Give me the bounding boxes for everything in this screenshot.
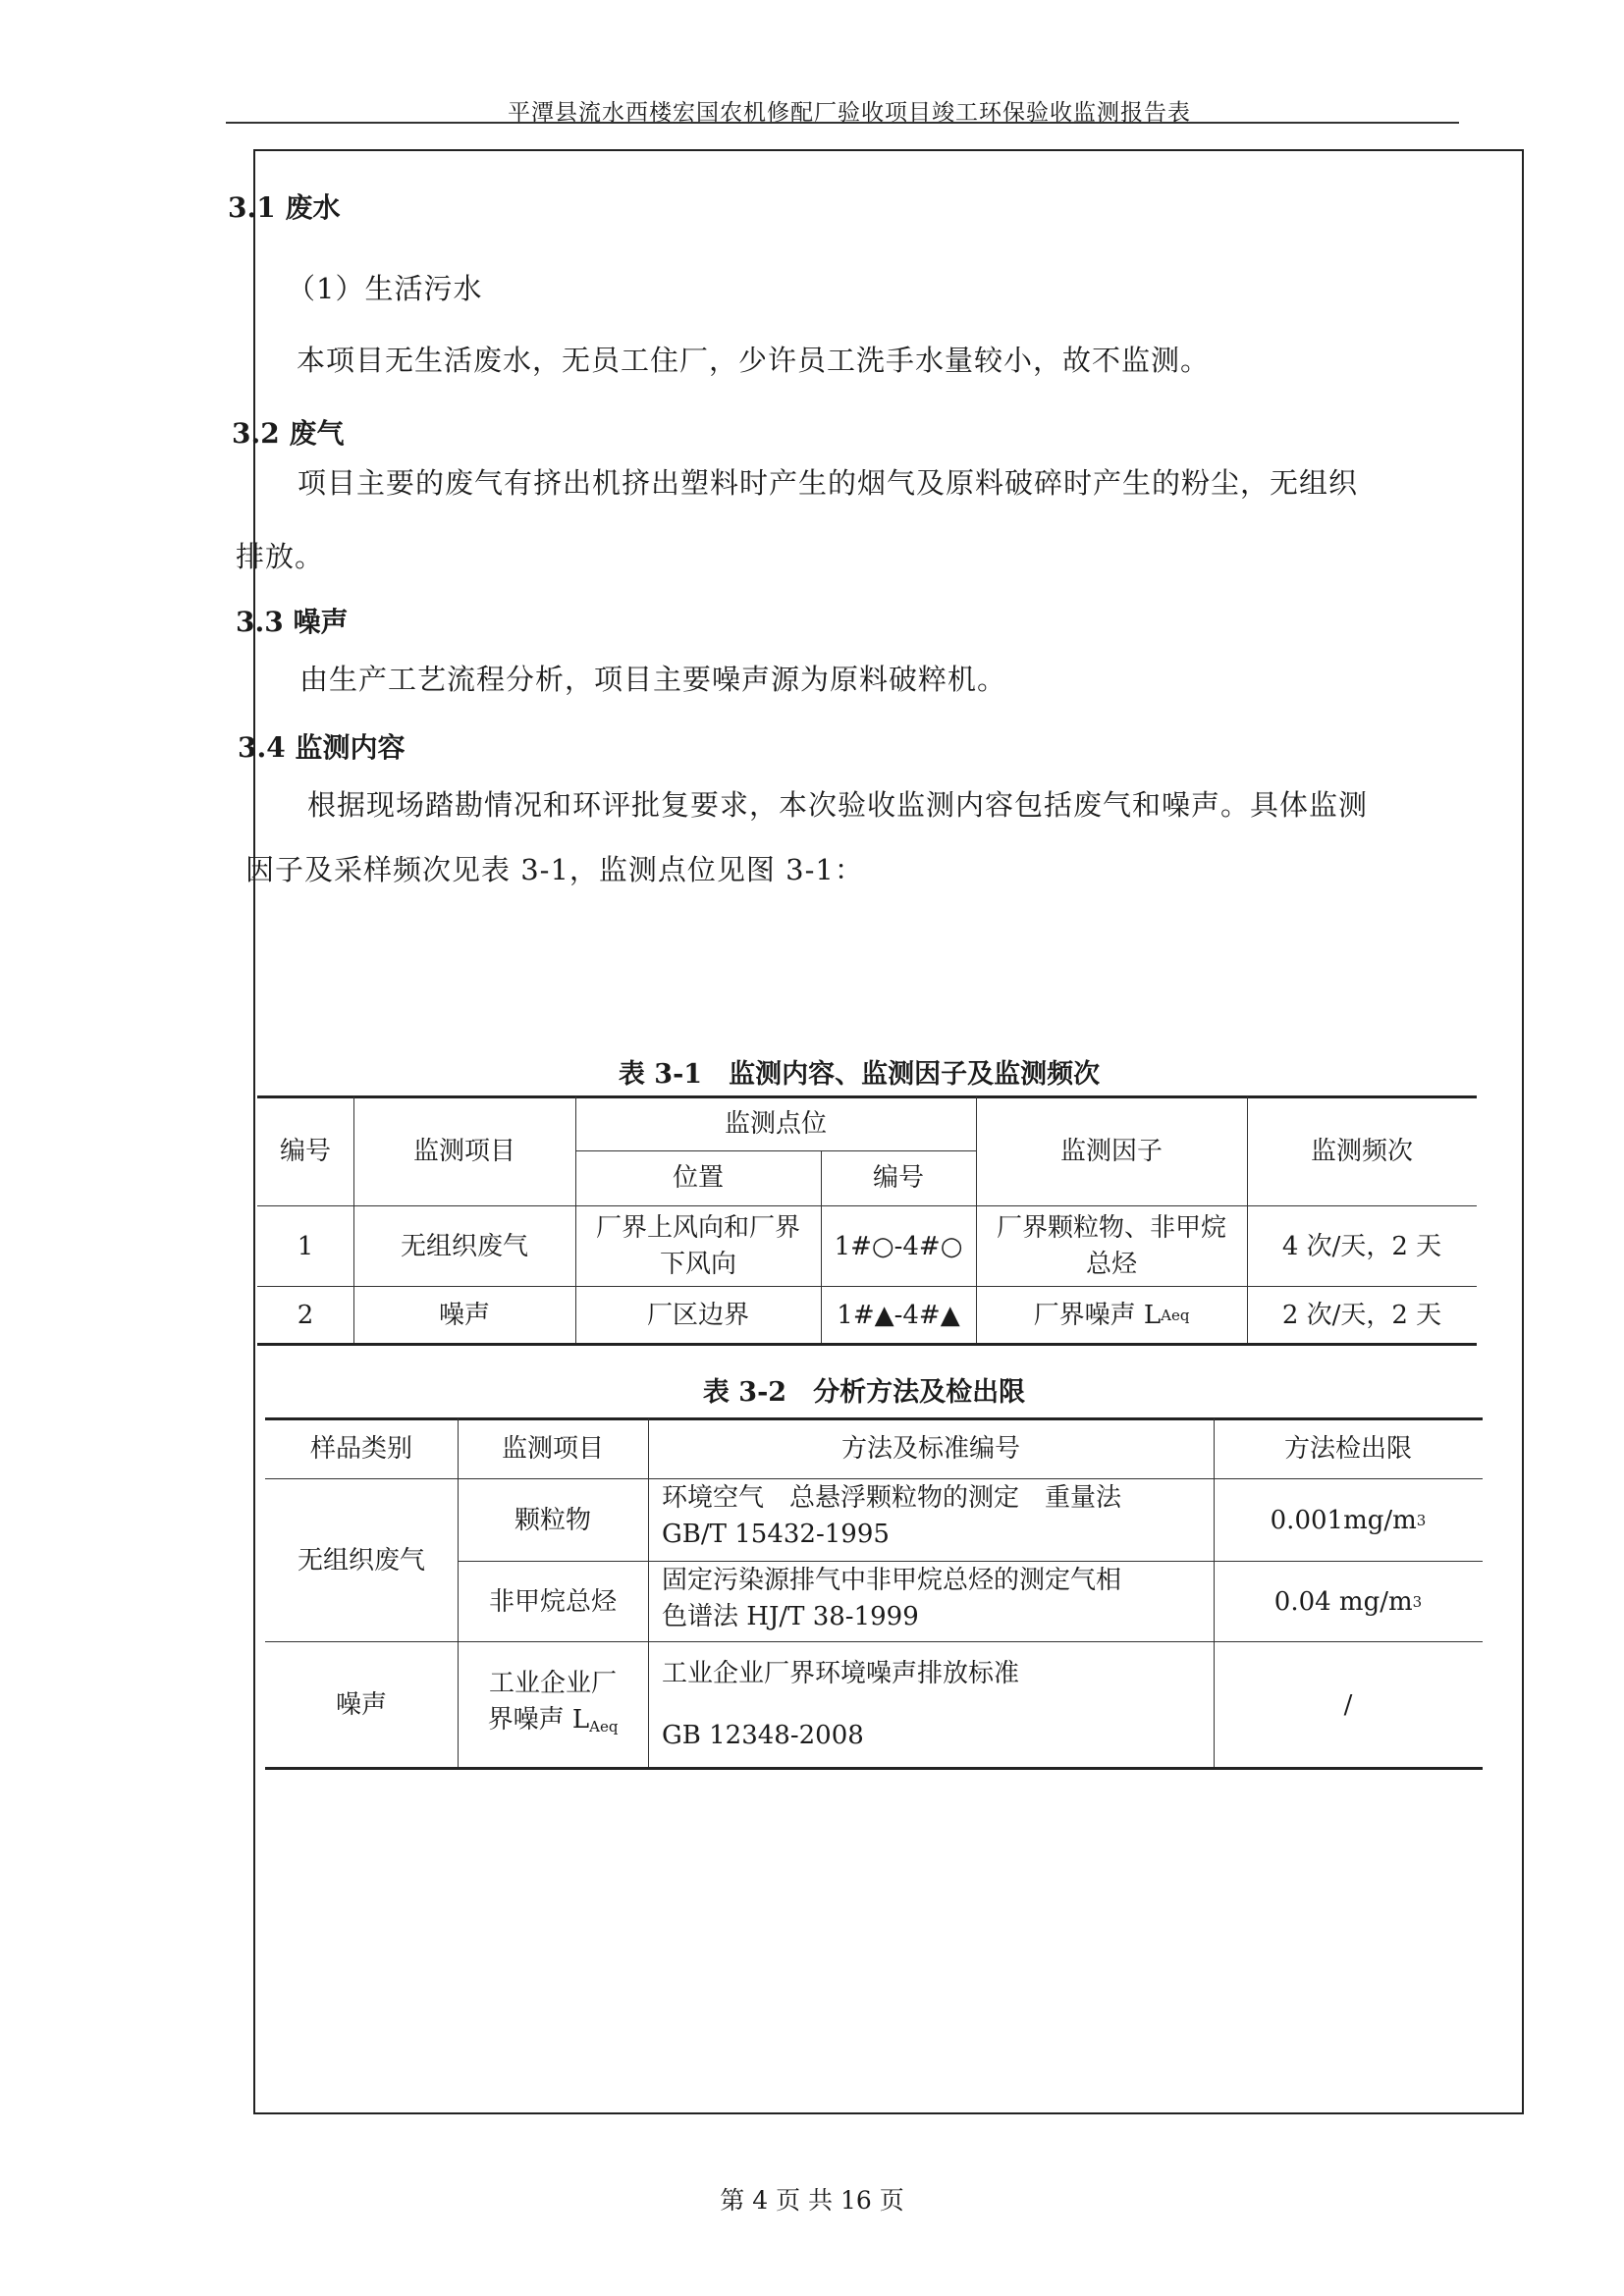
paragraph-3-4-line2: 因子及采样频次见表 3-1，监测点位见图 3-1： <box>245 853 864 886</box>
table-3-2-type-fugitive-gas: 无组织废气 <box>297 1545 425 1575</box>
paragraph-3-1: 本项目无生活废水，无员工住厂，少许员工洗手水量较小，故不监测。 <box>297 344 1211 377</box>
table-3-1-row2-position: 厂区边界 <box>646 1300 749 1330</box>
table-3-1-row1-frequency: 4 次/天，2 天 <box>1281 1231 1442 1261</box>
table-3-1-row1-no: 1 <box>297 1231 314 1261</box>
table-3-1-header-factor: 监测因子 <box>1059 1136 1163 1166</box>
table-3-1-caption: 表 3-1 监测内容、监测因子及监测频次 <box>618 1059 1101 1090</box>
paragraph-3-2-line1: 项目主要的废气有挤出机挤出塑料时产生的烟气及原料破碎时产生的粉尘，无组织 <box>298 466 1359 500</box>
heading-3-1: 3.1 废水 <box>228 191 341 224</box>
table-3-1-row2-no: 2 <box>297 1300 314 1330</box>
table-3-1-header-frequency: 监测频次 <box>1310 1136 1413 1166</box>
table-3-1-row2-frequency: 2 次/天，2 天 <box>1281 1300 1442 1330</box>
page-footer: 第 4 页 共 16 页 <box>720 2186 904 2215</box>
table-3-1-row1-position: 厂界上风向和厂界 下风向 <box>595 1213 800 1279</box>
table-3-1-row1-factor: 厂界颗粒物、非甲烷 总烃 <box>996 1213 1226 1279</box>
table-3-1-header-position: 位置 <box>672 1163 724 1193</box>
table-3-2-header-limit: 方法检出限 <box>1283 1433 1412 1464</box>
table-3-2-row1-method: 环境空气 总悬浮颗粒物的测定 重量法 GB/T 15432-1995 <box>662 1483 1122 1549</box>
table-3-1-row2-item: 噪声 <box>438 1300 490 1330</box>
table-3-1-header-point: 监测点位 <box>724 1108 827 1139</box>
table-3-2-row3-limit: / <box>1343 1689 1353 1720</box>
table-3-2-row2-method: 固定污染源排气中非甲烷总烃的测定气相 色谱法 HJ/T 38-1999 <box>662 1566 1122 1631</box>
table-3-2-row3-method: 工业企业厂界环境噪声排放标准 GB 12348-2008 <box>662 1659 1020 1750</box>
table-3-2-row2-limit: 0.04 mg/m 3 <box>1273 1586 1423 1617</box>
heading-3-4: 3.4 监测内容 <box>238 731 406 764</box>
paragraph-3-4-line1: 根据现场踏勘情况和环评批复要求，本次验收监测内容包括废气和噪声。具体监测 <box>307 788 1369 822</box>
table-3-2-row1-item: 颗粒物 <box>514 1505 591 1535</box>
table-3-1-row1-code: 1#○-4#○ <box>834 1231 963 1261</box>
table-3-1-row2-factor: 厂界噪声 L Aeq <box>1033 1300 1190 1330</box>
table-3-1-header-no: 编号 <box>279 1136 331 1166</box>
table-3-2-header-item: 监测项目 <box>501 1433 604 1464</box>
table-3-2-row2-item: 非甲烷总烃 <box>488 1586 617 1617</box>
table-3-2-row3-type: 噪声 <box>335 1689 387 1720</box>
page-header-title: 平潭县流水西楼宏国农机修配厂验收项目竣工环保验收监测报告表 <box>508 100 1191 126</box>
table-3-2-row3-item: 工业企业厂 界噪声 $L_{Aeq}$ <box>487 1668 619 1735</box>
paragraph-3-3: 由生产工艺流程分析，项目主要噪声源为原料破粹机。 <box>299 663 1007 696</box>
table-3-2-header-type: 样品类别 <box>309 1433 412 1464</box>
paragraph-3-2-line2: 排放。 <box>236 540 325 573</box>
table-3-2-header-method: 方法及标准编号 <box>840 1433 1020 1464</box>
table-3-1-row1-item: 无组织废气 <box>400 1231 528 1261</box>
heading-3-2: 3.2 废气 <box>232 417 345 450</box>
table-3-2-row1-limit: 0.001mg/m 3 <box>1270 1505 1427 1535</box>
table-3-2-caption: 表 3-2 分析方法及检出限 <box>702 1377 1026 1408</box>
table-3-1-row2-code: 1#▲-4#▲ <box>837 1300 960 1330</box>
heading-3-3: 3.3 噪声 <box>236 606 349 638</box>
sub-heading-domestic-sewage: （1）生活污水 <box>287 272 483 305</box>
header-divider <box>226 122 1459 124</box>
table-3-1-header-item: 监测项目 <box>412 1136 515 1166</box>
table-3-1-header-code: 编号 <box>872 1163 924 1193</box>
